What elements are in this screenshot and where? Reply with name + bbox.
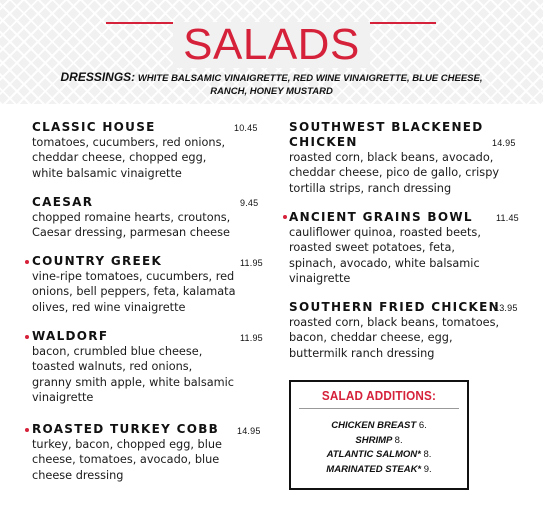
item-price: 11.95	[240, 333, 263, 343]
page-title: SALADS	[173, 22, 370, 68]
menu-item-ancient-grains-bowl	[289, 210, 481, 287]
addition-item	[291, 434, 467, 449]
additions-title: SALAD ADDITIONS:	[321, 388, 437, 403]
item-desc-line: vinaigrette	[289, 272, 351, 286]
dressings-list-line1: WHITE BALSAMIC VINAIGRETTE, RED WINE VINAIGRETTE, BLUE CHEESE,	[137, 73, 483, 84]
item-desc-line: roasted corn, black beans, tomatoes,	[289, 316, 500, 329]
item-desc-line: onions, bell peppers, feta, kalamata	[32, 285, 236, 299]
additions-list	[291, 419, 467, 477]
addition-item	[291, 463, 467, 478]
menu-item-roasted-turkey-cobb	[32, 422, 222, 483]
salad-additions-box	[289, 380, 469, 490]
additions-rule	[299, 408, 459, 409]
item-desc-line: vine-ripe tomatoes, cucumbers, red	[32, 270, 235, 283]
featured-dot-icon	[283, 215, 287, 219]
item-name: WALDORF	[32, 329, 109, 343]
item-desc-line: granny smith apple, white balsamic	[32, 375, 234, 389]
dressings-label: DRESSINGS:	[60, 70, 136, 84]
featured-dot-icon	[25, 428, 29, 432]
item-name: SOUTHERN FRIED CHICKEN	[289, 300, 500, 314]
item-desc-line: olives, red wine vinaigrette	[32, 300, 186, 314]
item-desc-line: vinaigrette	[32, 391, 94, 405]
item-desc-line: cheddar cheese, pico de gallo, crispy	[289, 166, 500, 180]
item-desc-line: chopped romaine hearts, croutons,	[32, 211, 231, 224]
item-name-line1: SOUTHWEST BLACKENED	[289, 120, 484, 134]
featured-dot-icon	[25, 335, 29, 339]
menu-item-caesar	[32, 195, 230, 241]
item-desc-line: toasted walnuts, red onions,	[32, 360, 193, 374]
menu-item-country-greek	[32, 254, 236, 315]
item-desc-line: roasted sweet potatoes, feta,	[289, 241, 455, 255]
item-desc-line: turkey, bacon, chopped egg, blue	[32, 438, 222, 451]
item-name: ANCIENT GRAINS BOWL	[289, 210, 473, 224]
addition-name: ATLANTIC SALMON*	[326, 449, 421, 460]
item-desc-line: tortilla strips, ranch dressing	[289, 181, 452, 195]
item-price: 11.95	[240, 258, 263, 268]
item-desc-line: roasted corn, black beans, avocado,	[289, 151, 494, 164]
item-desc-line: white balsamic vinaigrette	[32, 166, 182, 180]
addition-item	[291, 448, 467, 463]
item-desc-line: bacon, cheddar cheese, egg,	[289, 331, 453, 345]
item-name-line2: CHICKEN	[289, 135, 358, 149]
addition-name: MARINATED STEAK*	[326, 463, 422, 475]
addition-item	[291, 419, 467, 434]
item-desc-line: spinach, avocado, white balsamic	[289, 256, 480, 270]
item-price: 11.45	[496, 213, 519, 223]
item-name: ROASTED TURKEY COBB	[32, 422, 220, 436]
menu-item-southwest-blackened-chicken	[289, 120, 499, 196]
item-price: 10.45	[234, 123, 258, 133]
menu-item-classic-house	[32, 120, 225, 181]
item-desc-line: buttermilk ranch dressing	[289, 346, 435, 360]
item-price: 13.95	[494, 303, 518, 313]
title-wrap	[0, 22, 543, 68]
addition-price: 9.	[423, 463, 432, 475]
item-name: CLASSIC HOUSE	[32, 120, 156, 134]
item-price: 14.95	[237, 426, 261, 436]
item-desc-line: cheddar cheese, chopped egg,	[32, 151, 207, 165]
addition-name: SHRIMP	[355, 434, 393, 446]
item-desc-line: cheese dressing	[32, 468, 124, 482]
item-name: CAESAR	[32, 195, 94, 209]
item-desc-line: cheese, tomatoes, avocado, blue	[32, 453, 220, 467]
item-desc-line: cauliflower quinoa, roasted beets,	[289, 226, 481, 239]
menu-item-waldorf	[32, 329, 234, 406]
item-name: COUNTRY GREEK	[32, 254, 163, 268]
dressings-note	[60, 71, 483, 98]
item-price: 14.95	[492, 138, 516, 148]
item-desc-line: bacon, crumbled blue cheese,	[32, 345, 203, 358]
item-desc-line: Caesar dressing, parmesan cheese	[32, 226, 230, 240]
addition-price: 6.	[418, 420, 427, 431]
item-desc-line: tomatoes, cucumbers, red onions,	[32, 136, 226, 149]
dressings-list-line2: RANCH, HONEY MUSTARD	[210, 86, 333, 97]
addition-name: CHICKEN BREAST	[331, 420, 417, 431]
featured-dot-icon	[25, 260, 29, 264]
menu-item-southern-fried-chicken	[289, 300, 500, 361]
addition-price: 8.	[423, 449, 432, 460]
addition-price: 8.	[394, 434, 403, 446]
item-price: 9.45	[240, 198, 259, 208]
